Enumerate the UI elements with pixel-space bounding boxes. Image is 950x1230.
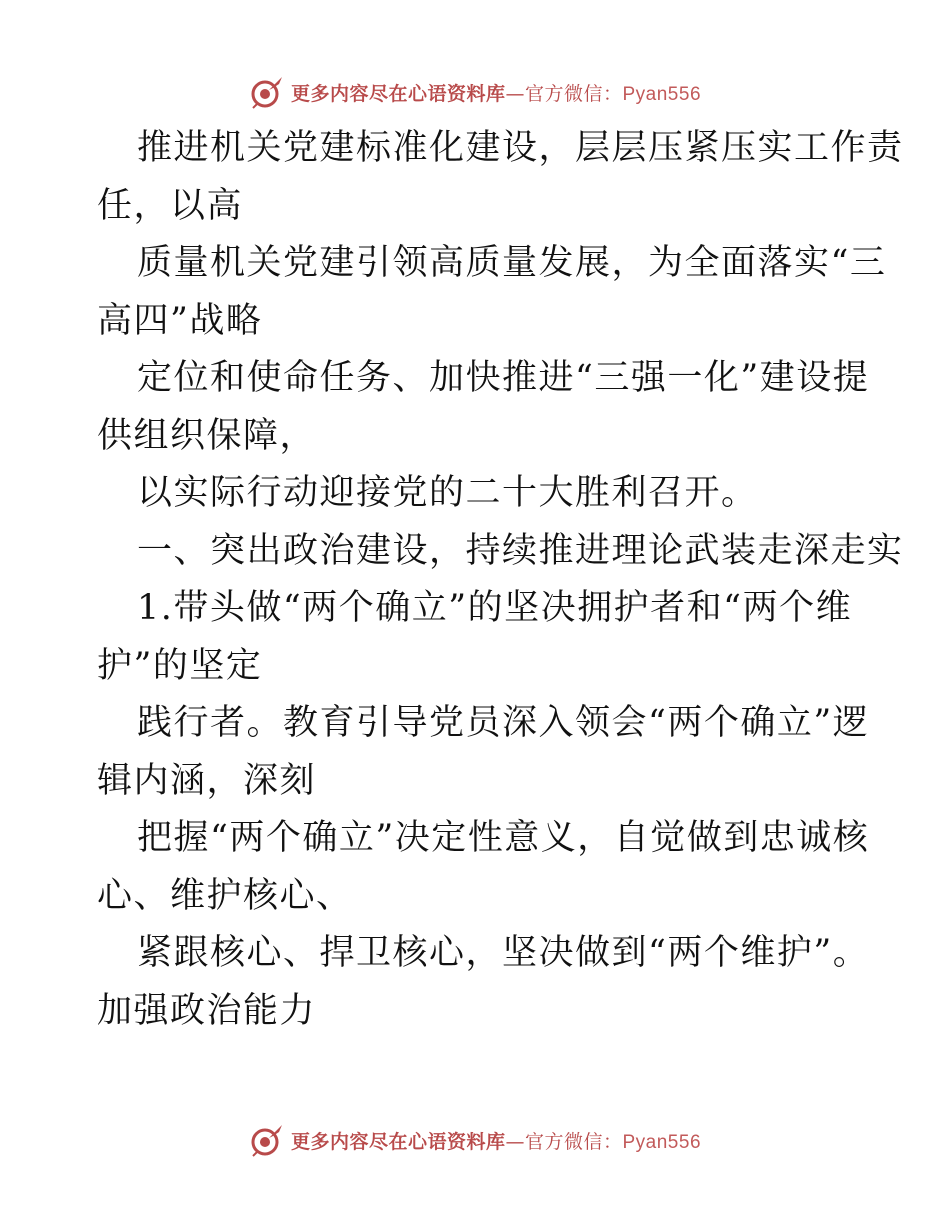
header-watermark (0, 72, 950, 112)
watermark-main: 更多内容尽在心语资料库 (290, 82, 506, 105)
text-line: 供组织保障， (97, 415, 317, 456)
watermark-text (291, 79, 701, 106)
text-line: 一、突出政治建设，持续推进理论武装走深走实 (137, 530, 904, 571)
watermark-sub: 官方微信： (524, 82, 623, 105)
watermark-id: Pyan556 (622, 1131, 702, 1153)
text-line: 1.带头做“两个确立”的坚决拥护者和“两个维 (137, 588, 853, 628)
watermark-dash: — (505, 1130, 525, 1153)
text-line: 任，以高 (97, 185, 244, 226)
quill-logo-icon (249, 1122, 285, 1158)
text-line: 把握“两个确立”决定性意义，自觉做到忠诚核 (137, 818, 870, 858)
text-line: 定位和使命任务、加快推进“三强一化”建设提 (137, 358, 870, 398)
watermark-text (291, 1127, 701, 1154)
text-line: 加强政治能力 (97, 990, 317, 1031)
text-line: 质量机关党建引领高质量发展，为全面落实“三 (137, 243, 887, 283)
quill-logo-icon (249, 74, 285, 110)
text-line: 践行者。教育引导党员深入领会“两个确立”逻 (137, 703, 870, 743)
text-line: 紧跟核心、捍卫核心，坚决做到“两个维护”。 (137, 933, 870, 973)
text-line: 以实际行动迎接党的二十大胜利召开。 (137, 473, 758, 513)
watermark-main: 更多内容尽在心语资料库 (290, 1130, 506, 1153)
watermark-id: Pyan556 (622, 83, 702, 105)
text-line: 推进机关党建标准化建设，层层压紧压实工作责 (137, 128, 904, 168)
watermark-dash: — (505, 82, 525, 105)
footer-watermark (0, 1120, 950, 1160)
document-body (97, 120, 904, 1040)
text-line: 高四”战略 (97, 300, 263, 341)
text-line: 护”的坚定 (97, 645, 263, 686)
text-line: 辑内涵，深刻 (97, 760, 317, 801)
watermark-sub: 官方微信： (524, 1130, 623, 1153)
text-line: 心、维护核心、 (97, 875, 353, 916)
